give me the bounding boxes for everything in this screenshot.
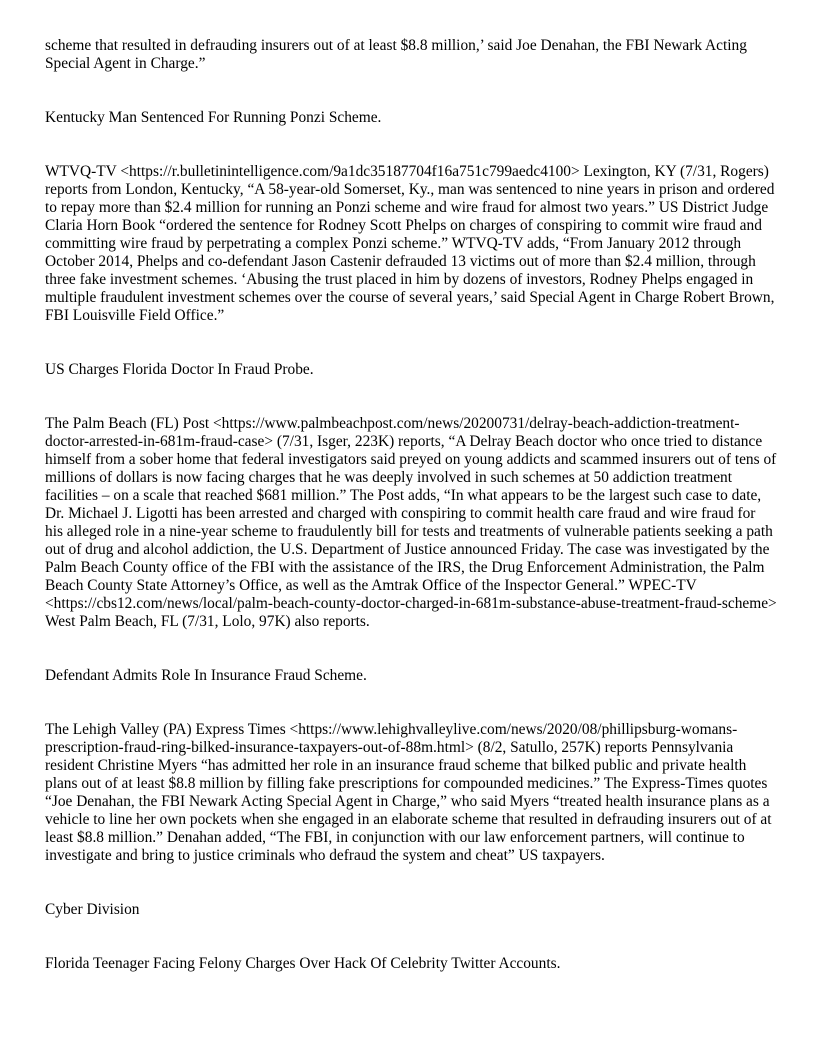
headline-kentucky-ponzi: Kentucky Man Sentenced For Running Ponzi Scheme. bbox=[45, 109, 382, 126]
document-page bbox=[45, 37, 777, 973]
paragraph-florida-doctor: The Palm Beach (FL) Post <https://www.palmbeachpost.com/news/20200731/delray-beach-addiction-treatment-doctor-arrested-in-681m-fraud-case> (7/31, Isger, 223K) reports, “A Delray Beach doctor who once tried to distance himself from a sober home that federal investigators said preyed on young addicts and scammed insurers out of tens of millions of dollars is now facing charges that he was deeply involved in such schemes at 50 addiction treatment facilities – on a scale that reached $681 million.” The Post adds, “In what appears to be the largest such case to date, Dr. Michael J. Ligotti has been arrested and charged with conspiring to commit health care fraud and wire fraud for his alleged role in a nine-year scheme to fraudulently bill for tests and treatments of vulnerable patients seeking a path out of drug and alcohol addiction, the U.S. Department of Justice announced Friday. The case was investigated by the Palm Beach County office of the FBI with the assistance of the IRS, the Drug Enforcement Administration, the Palm Beach County State Attorney’s Office, as well as the Amtrak Office of the Inspector General.” WPEC-TV <https://cbs12.com/news/local/palm-beach-county-doctor-charged-in-681m-substance-abuse-treatment-fraud-scheme> West Palm Beach, FL (7/31, Lolo, 97K) also reports. bbox=[45, 415, 777, 630]
paragraph-insurance-fraud: The Lehigh Valley (PA) Express Times <https://www.lehighvalleylive.com/news/2020/08/phillipsburg-womans-prescription-fraud-ring-bilked-insurance-taxpayers-out-of-88m.html> (8/2, Satullo, 257K) reports Pennsylvania resident Christine Myers “has admitted her role in an insurance fraud scheme that bilked public and private health plans out of at least $8.8 million by filling fake prescriptions for compounded medicines.” The Express-Times quotes “Joe Denahan, the FBI Newark Acting Special Agent in Charge,” who said Myers “treated health insurance plans as a vehicle to line her own pockets when she engaged in an elaborate scheme that resulted in defrauding insurers out of at least $8.8 million.” Denahan added, “The FBI, in conjunction with our law enforcement partners, will continue to investigate and bring to justice criminals who defraud the system and cheat” US taxpayers. bbox=[45, 721, 772, 864]
paragraph-kentucky-ponzi: WTVQ-TV <https://r.bulletinintelligence.com/9a1dc35187704f16a751c799aedc4100> Lexington, KY (7/31, Rogers) reports from London, Kentucky, “A 58-year-old Somerset, Ky., man was sentenced to nine years in prison and ordered to repay more than $2.4 million for running an Ponzi scheme and wire fraud for almost two years.” US District Judge Claria Horn Book “ordered the sentence for Rodney Scott Phelps on charges of conspiring to commit wire fraud and committing wire fraud by perpetrating a complex Ponzi scheme.” WTVQ-TV adds, “From January 2012 through October 2014, Phelps and co-defendant Jason Castenir defrauded 13 victims out of more than $2.4 million, through three fake investment schemes. ‘Abusing the trust placed in him by dozens of investors, Rodney Phelps engaged in multiple fraudulent investment schemes over the course of several years,’ said Special Agent in Charge Robert Brown, FBI Louisville Field Office.” bbox=[45, 163, 775, 324]
headline-florida-doctor: US Charges Florida Doctor In Fraud Probe. bbox=[45, 361, 314, 378]
section-heading-cyber-division: Cyber Division bbox=[45, 901, 140, 918]
paragraph-continuation: scheme that resulted in defrauding insurers out of at least $8.8 million,’ said Joe Denahan, the FBI Newark Acting Special Agent in Charge.” bbox=[45, 37, 747, 72]
headline-florida-teenager: Florida Teenager Facing Felony Charges Over Hack Of Celebrity Twitter Accounts. bbox=[45, 955, 561, 972]
headline-insurance-fraud: Defendant Admits Role In Insurance Fraud Scheme. bbox=[45, 667, 367, 684]
